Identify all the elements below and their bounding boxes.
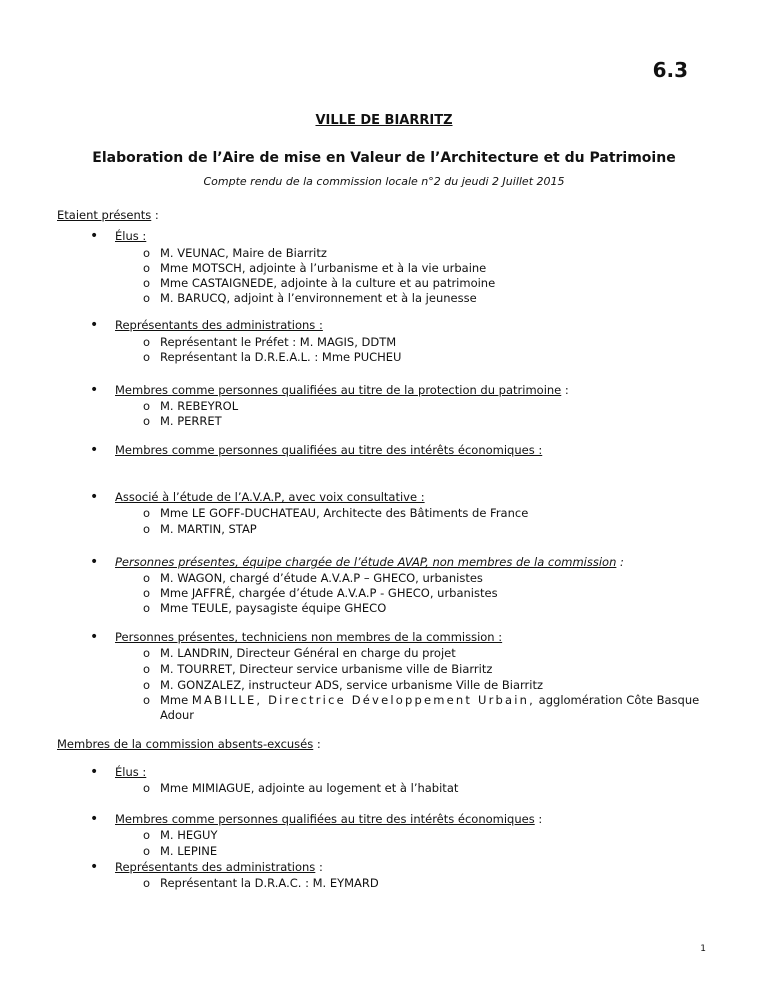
present-heading: Etaient présents : bbox=[57, 208, 159, 222]
group-label: Membres comme personnes qualifiées au titre des intérêts économiques : bbox=[115, 443, 543, 457]
circle-bullet-icon: o bbox=[143, 678, 151, 692]
list-item: o Représentant le Préfet : M. MAGIS, DDTM bbox=[143, 335, 397, 349]
circle-bullet-icon: o bbox=[143, 506, 151, 520]
list-item: o Mme CASTAIGNEDE, adjointe à la culture et au patrimoine bbox=[143, 276, 496, 290]
list-item: o M. REBEYROL bbox=[143, 399, 239, 413]
bullet-icon: • bbox=[90, 489, 99, 505]
circle-bullet-icon: o bbox=[143, 414, 151, 428]
bullet-icon: • bbox=[90, 317, 99, 333]
list-item: o M. MARTIN, STAP bbox=[143, 522, 257, 536]
bullet-icon: • bbox=[90, 764, 99, 780]
circle-bullet-icon: o bbox=[143, 876, 151, 890]
circle-bullet-icon: o bbox=[143, 276, 151, 290]
group-label: Représentants des administrations : bbox=[115, 860, 323, 874]
bullet-icon: • bbox=[90, 382, 99, 398]
list-item: o Mme MOTSCH, adjointe à l’urbanisme et à la vie urbaine bbox=[143, 261, 487, 275]
list-item: o M. BARUCQ, adjoint à l’environnement et à la jeunesse bbox=[143, 291, 477, 305]
circle-bullet-icon: o bbox=[143, 399, 151, 413]
circle-bullet-icon: o bbox=[143, 586, 151, 600]
group-label: Associé à l’étude de l’A.V.A.P, avec voix consultative : bbox=[115, 490, 425, 504]
circle-bullet-icon: o bbox=[143, 571, 151, 585]
list-item: o Mme TEULE, paysagiste équipe GHECO bbox=[143, 601, 387, 615]
circle-bullet-icon: o bbox=[143, 335, 151, 349]
bullet-icon: • bbox=[90, 442, 99, 458]
circle-bullet-icon: o bbox=[143, 522, 151, 536]
bullet-icon: • bbox=[90, 859, 99, 875]
document-title: Elaboration de l’Aire de mise en Valeur de l’Architecture et du Patrimoine bbox=[92, 150, 676, 166]
bullet-icon: • bbox=[90, 228, 99, 244]
list-item: o M. PERRET bbox=[143, 414, 222, 428]
list-item: o Représentant la D.R.A.C. : M. EYMARD bbox=[143, 876, 379, 890]
list-item: o M. LANDRIN, Directeur Général en charge du projet bbox=[143, 646, 456, 660]
list-item: o M. LEPINE bbox=[143, 844, 218, 858]
list-item: o Mme MIMIAGUE, adjointe au logement et à l’habitat bbox=[143, 781, 459, 795]
list-item: o Mme LE GOFF-DUCHATEAU, Architecte des Bâtiments de France bbox=[143, 506, 529, 520]
group-label: Représentants des administrations : bbox=[115, 318, 323, 332]
document-subtitle: Compte rendu de la commission locale n°2 du jeudi 2 Juillet 2015 bbox=[203, 175, 565, 188]
absent-heading: Membres de la commission absents-excusés : bbox=[57, 737, 321, 751]
circle-bullet-icon: o bbox=[143, 246, 151, 260]
circle-bullet-icon: o bbox=[143, 601, 151, 615]
list-item: o Mme MABILLE, Directrice Développement Urbain, agglomération Côte Basque bbox=[143, 693, 700, 707]
bullet-icon: • bbox=[90, 811, 99, 827]
list-item: o M. GONZALEZ, instructeur ADS, service urbanisme Ville de Biarritz bbox=[143, 678, 544, 692]
circle-bullet-icon: o bbox=[143, 261, 151, 275]
list-item: o M. VEUNAC, Maire de Biarritz bbox=[143, 246, 327, 260]
circle-bullet-icon: o bbox=[143, 291, 151, 305]
circle-bullet-icon: o bbox=[143, 646, 151, 660]
circle-bullet-icon: o bbox=[143, 828, 151, 842]
group-label: Élus : bbox=[115, 765, 147, 779]
list-item: o M. TOURRET, Directeur service urbanisme ville de Biarritz bbox=[143, 662, 493, 676]
group-label: Membres comme personnes qualifiées au titre de la protection du patrimoine : bbox=[115, 383, 569, 397]
circle-bullet-icon: o bbox=[143, 350, 151, 364]
group-label: Membres comme personnes qualifiées au titre des intérêts économiques : bbox=[115, 812, 543, 826]
group-label: Personnes présentes, équipe chargée de l’étude AVAP, non membres de la commission : bbox=[115, 555, 624, 569]
circle-bullet-icon: o bbox=[143, 662, 151, 676]
circle-bullet-icon: o bbox=[143, 844, 151, 858]
list-item: o Mme JAFFRÉ, chargée d’étude A.V.A.P - GHECO, urbanistes bbox=[143, 586, 498, 600]
group-label: Personnes présentes, techniciens non membres de la commission : bbox=[115, 630, 503, 644]
footer-page-number: 1 bbox=[700, 944, 706, 954]
circle-bullet-icon: o bbox=[143, 693, 151, 707]
list-item: o M. WAGON, chargé d’étude A.V.A.P – GHECO, urbanistes bbox=[143, 571, 483, 585]
bullet-icon: • bbox=[90, 629, 99, 645]
circle-bullet-icon: o bbox=[143, 781, 151, 795]
city-heading: VILLE DE BIARRITZ bbox=[315, 113, 453, 128]
group-label: Élus : bbox=[115, 229, 147, 243]
list-item: o Représentant la D.R.E.A.L. : Mme PUCHEU bbox=[143, 350, 402, 364]
bullet-icon: • bbox=[90, 554, 99, 570]
list-item-continuation: Adour bbox=[160, 708, 195, 722]
list-item: o M. HEGUY bbox=[143, 828, 218, 842]
page-number: 6.3 bbox=[652, 58, 688, 82]
